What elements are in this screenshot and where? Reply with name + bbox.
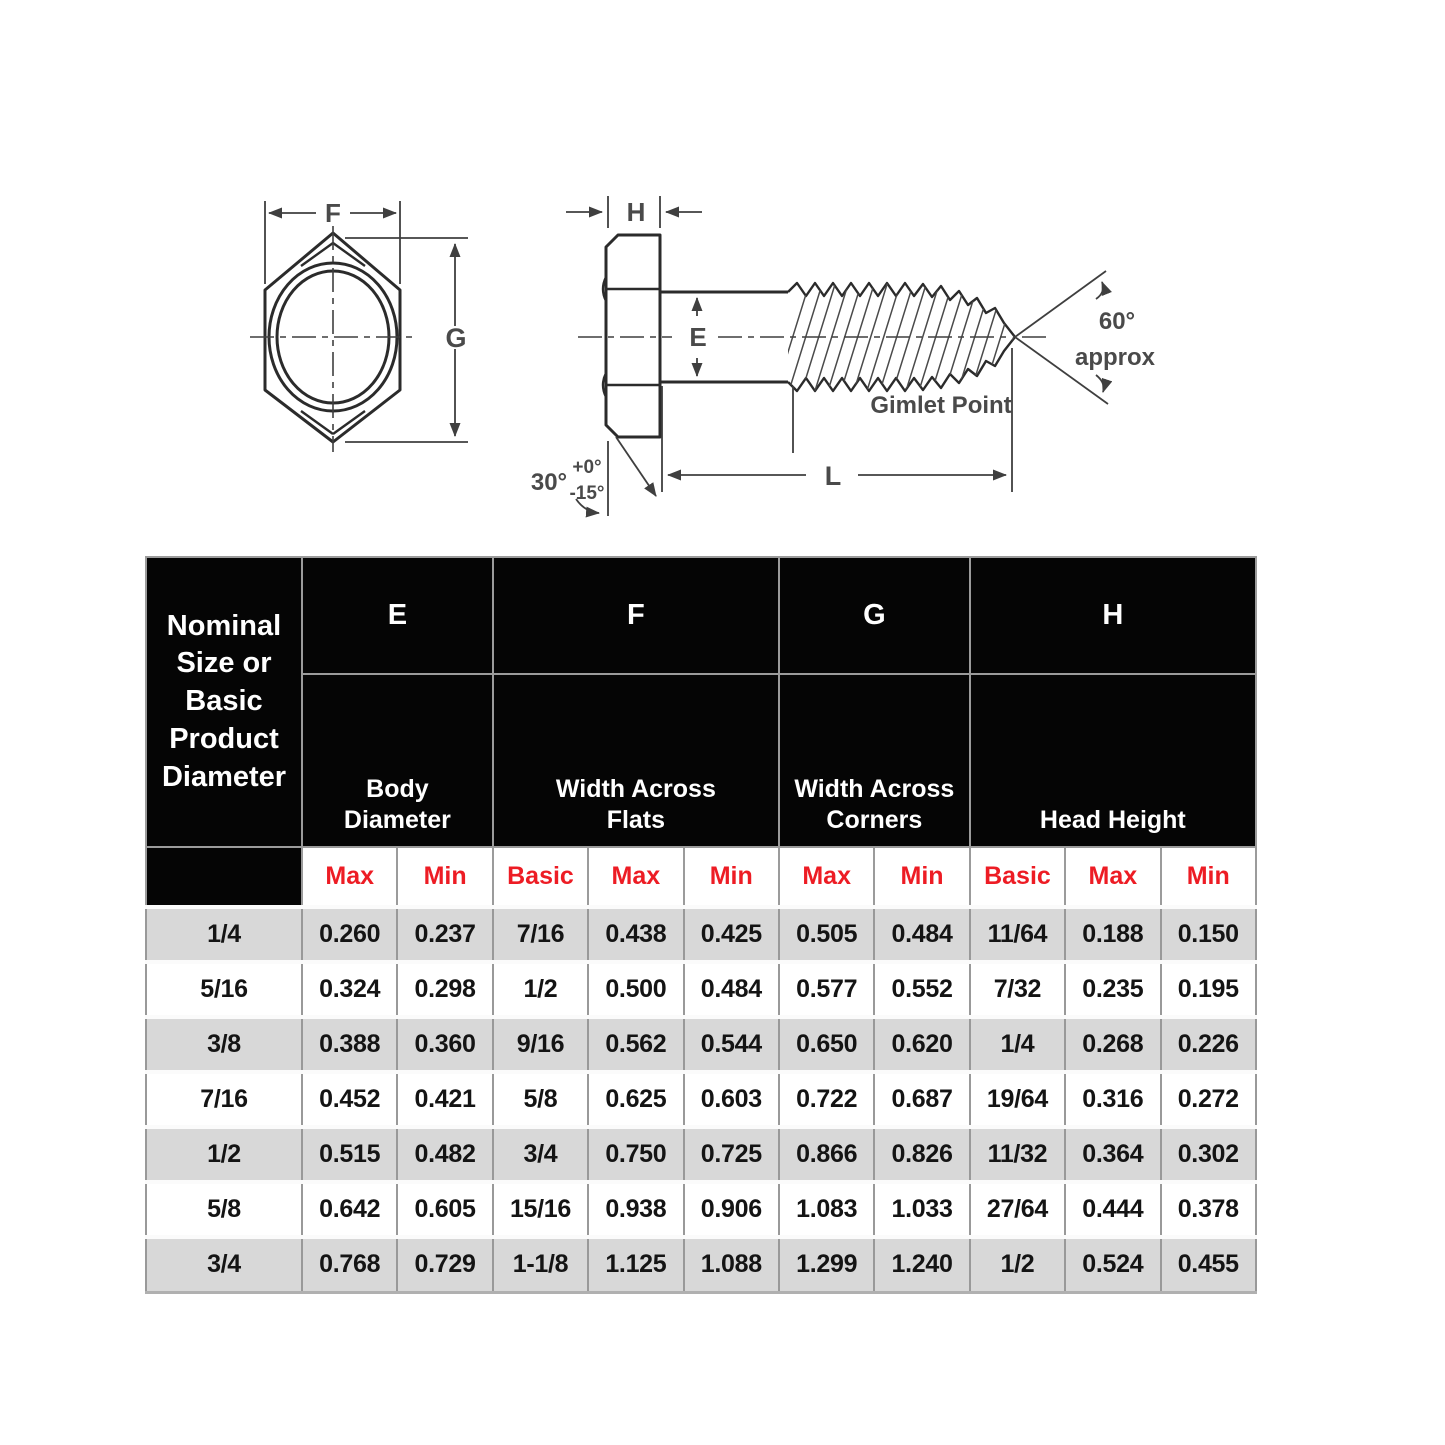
dimension-value-cell: 0.444 — [1065, 1182, 1160, 1237]
dimension-value-cell: 5/8 — [493, 1072, 588, 1127]
dimension-value-cell: 0.302 — [1161, 1127, 1256, 1182]
spec-table — [145, 556, 1257, 1294]
dimension-value-cell: 0.577 — [779, 962, 874, 1017]
body-diameter-header — [302, 674, 493, 847]
dimension-value-cell: 0.378 — [1161, 1182, 1256, 1237]
dimension-H — [566, 196, 702, 228]
dimension-value-cell: 0.552 — [874, 962, 969, 1017]
dimension-value-cell: 1/2 — [493, 962, 588, 1017]
thread-hatching — [775, 278, 1032, 394]
sub-header-f-max: Max — [588, 847, 683, 907]
dimension-value-cell: 9/16 — [493, 1017, 588, 1072]
nominal-size-cell: 1/2 — [146, 1127, 302, 1182]
dimension-value-cell: 0.316 — [1065, 1072, 1160, 1127]
table-row — [146, 1237, 1256, 1292]
dimension-value-cell: 0.562 — [588, 1017, 683, 1072]
dimension-value-cell: 0.455 — [1161, 1237, 1256, 1292]
dimension-value-cell: 0.421 — [397, 1072, 492, 1127]
column-group-E: E — [302, 557, 493, 674]
dimension-value-cell: 0.438 — [588, 907, 683, 962]
dimension-value-cell: 0.826 — [874, 1127, 969, 1182]
head-height-header — [970, 674, 1256, 847]
sub-header-row — [146, 847, 1256, 907]
dimension-value-cell: 0.515 — [302, 1127, 397, 1182]
dimension-value-cell: 0.620 — [874, 1017, 969, 1072]
dimension-value-cell: 0.524 — [1065, 1237, 1160, 1292]
dimension-value-cell: 0.235 — [1065, 962, 1160, 1017]
dimension-value-cell: 0.505 — [779, 907, 874, 962]
dimension-value-cell: 0.150 — [1161, 907, 1256, 962]
dimension-value-cell: 11/32 — [970, 1127, 1065, 1182]
dimension-value-cell: 0.425 — [684, 907, 779, 962]
letter-header-row — [146, 557, 1256, 674]
nominal-size-cell: 5/16 — [146, 962, 302, 1017]
table-row — [146, 962, 1256, 1017]
dimension-value-cell: 19/64 — [970, 1072, 1065, 1127]
body-diameter-label: Body Diameter — [343, 774, 451, 834]
table-body — [146, 907, 1256, 1292]
dimension-value-cell: 7/32 — [970, 962, 1065, 1017]
dimension-value-cell: 0.360 — [397, 1017, 492, 1072]
sub-header-e-min: Min — [397, 847, 492, 907]
dimension-value-cell: 1.299 — [779, 1237, 874, 1292]
dimension-value-cell: 0.906 — [684, 1182, 779, 1237]
label-30deg: 30° — [530, 469, 568, 496]
label-minus15deg: -15° — [569, 483, 605, 504]
label-plus0deg: +0° — [572, 457, 602, 478]
description-header-row — [146, 674, 1256, 847]
dimension-value-cell: 0.722 — [779, 1072, 874, 1127]
table-row — [146, 1127, 1256, 1182]
label-H: H — [626, 197, 646, 227]
blank-header-cell — [146, 847, 302, 907]
label-60deg: 60° — [1098, 308, 1136, 335]
nominal-size-cell: 1/4 — [146, 907, 302, 962]
dimension-value-cell: 0.324 — [302, 962, 397, 1017]
dimension-value-cell: 1.240 — [874, 1237, 969, 1292]
dimension-value-cell: 0.272 — [1161, 1072, 1256, 1127]
dimension-value-cell: 0.650 — [779, 1017, 874, 1072]
dimension-value-cell: 1.083 — [779, 1182, 874, 1237]
dimension-value-cell: 1.088 — [684, 1237, 779, 1292]
nominal-size-header: Nominal Size or Basic Product Diameter — [146, 557, 302, 847]
dimension-value-cell: 0.687 — [874, 1072, 969, 1127]
nominal-size-cell: 5/8 — [146, 1182, 302, 1237]
sub-header-f-basic: Basic — [493, 847, 588, 907]
label-E: E — [689, 322, 707, 352]
dimension-value-cell: 27/64 — [970, 1182, 1065, 1237]
width-across-corners-label: Width Across Corners — [794, 774, 955, 834]
dimension-value-cell: 1/4 — [970, 1017, 1065, 1072]
dimension-value-cell: 0.750 — [588, 1127, 683, 1182]
table-row — [146, 1182, 1256, 1237]
dimension-value-cell: 15/16 — [493, 1182, 588, 1237]
dimension-value-cell: 0.729 — [397, 1237, 492, 1292]
dimension-value-cell: 0.484 — [684, 962, 779, 1017]
dimension-value-cell: 0.544 — [684, 1017, 779, 1072]
dimension-value-cell: 1/2 — [970, 1237, 1065, 1292]
dimension-value-cell: 0.866 — [779, 1127, 874, 1182]
dimension-value-cell: 0.484 — [874, 907, 969, 962]
dimension-value-cell: 1.125 — [588, 1237, 683, 1292]
dimension-value-cell: 0.195 — [1161, 962, 1256, 1017]
dimension-value-cell: 0.268 — [1065, 1017, 1160, 1072]
label-gimlet-point: Gimlet Point — [870, 392, 1012, 419]
sub-header-g-min: Min — [874, 847, 969, 907]
dimension-value-cell: 0.938 — [588, 1182, 683, 1237]
column-group-G: G — [779, 557, 970, 674]
nominal-size-cell: 3/4 — [146, 1237, 302, 1292]
width-across-flats-label: Width Across Flats — [555, 774, 716, 834]
dimension-value-cell: 0.237 — [397, 907, 492, 962]
dimension-value-cell: 0.768 — [302, 1237, 397, 1292]
hex-head-front-view — [250, 226, 418, 452]
dimension-value-cell: 0.482 — [397, 1127, 492, 1182]
column-group-F: F — [493, 557, 779, 674]
column-group-H: H — [970, 557, 1256, 674]
label-approx: approx — [1074, 344, 1156, 371]
label-G: G — [445, 323, 467, 353]
dimension-E — [689, 298, 706, 376]
table-row — [146, 1072, 1256, 1127]
sub-header-h-min: Min — [1161, 847, 1256, 907]
width-across-flats-header — [493, 674, 779, 847]
dimension-value-cell: 0.298 — [397, 962, 492, 1017]
sub-header-e-max: Max — [302, 847, 397, 907]
table-header — [146, 557, 1256, 907]
dimension-value-cell: 0.605 — [397, 1182, 492, 1237]
dimension-value-cell: 7/16 — [493, 907, 588, 962]
sub-header-g-max: Max — [779, 847, 874, 907]
lag-screw-diagram — [0, 0, 1445, 556]
sub-header-f-min: Min — [684, 847, 779, 907]
table-row — [146, 1017, 1256, 1072]
dimension-value-cell: 0.625 — [588, 1072, 683, 1127]
dimension-value-cell: 0.388 — [302, 1017, 397, 1072]
dimension-value-cell: 3/4 — [493, 1127, 588, 1182]
dimension-value-cell: 0.226 — [1161, 1017, 1256, 1072]
dimension-value-cell: 0.603 — [684, 1072, 779, 1127]
dimension-value-cell: 1.033 — [874, 1182, 969, 1237]
sub-header-h-max: Max — [1065, 847, 1160, 907]
dimension-value-cell: 0.364 — [1065, 1127, 1160, 1182]
dimension-value-cell: 0.725 — [684, 1127, 779, 1182]
dimension-L — [662, 348, 1012, 492]
dimension-value-cell: 0.642 — [302, 1182, 397, 1237]
head-height-label: Head Height — [1039, 805, 1186, 834]
label-L: L — [824, 461, 842, 491]
dimension-value-cell: 0.188 — [1065, 907, 1160, 962]
label-F: F — [325, 198, 341, 228]
nominal-size-cell: 7/16 — [146, 1072, 302, 1127]
chamfer-angle-annotation — [531, 437, 656, 516]
dimension-value-cell: 11/64 — [970, 907, 1065, 962]
nominal-size-cell: 3/8 — [146, 1017, 302, 1072]
width-across-corners-header — [779, 674, 970, 847]
dimension-value-cell: 0.452 — [302, 1072, 397, 1127]
dimension-value-cell: 0.260 — [302, 907, 397, 962]
dimension-value-cell: 1-1/8 — [493, 1237, 588, 1292]
dimension-value-cell: 0.500 — [588, 962, 683, 1017]
sub-header-h-basic: Basic — [970, 847, 1065, 907]
table-row — [146, 907, 1256, 962]
